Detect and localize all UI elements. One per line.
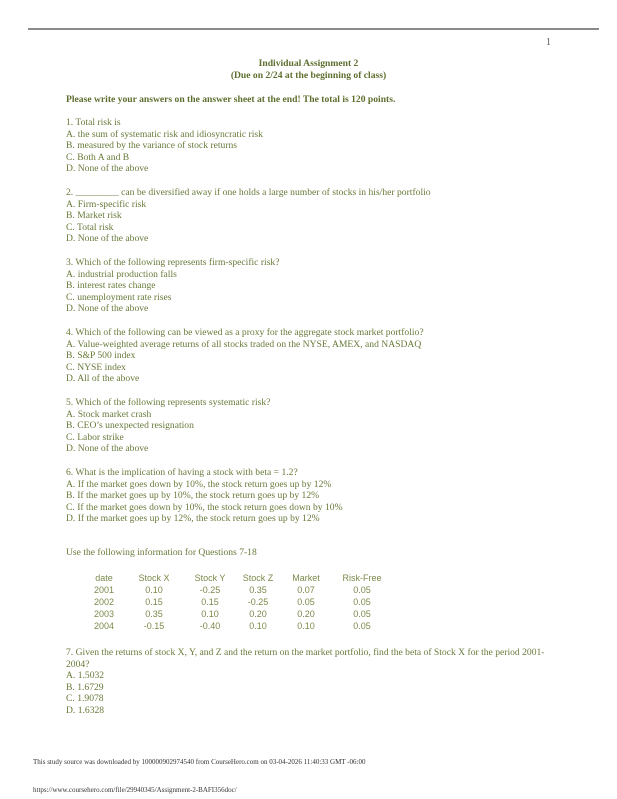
question-prompt: 3. Which of the following represents firm-specific risk?	[66, 257, 280, 268]
option-a: A. 1.5032	[66, 670, 105, 682]
document-subtitle: (Due on 2/24 at the beginning of class)	[230, 70, 387, 81]
option-c: C. Total risk	[66, 221, 114, 233]
option-a: A. If the market goes down by 10%, the stock return goes up by 12%	[66, 478, 332, 490]
column-header: Stock Z	[242, 573, 274, 583]
question-prompt: 6. What is the implication of having a stock with beta = 1.2?	[66, 467, 298, 478]
option-b: B. interest rates change	[66, 280, 156, 292]
question-prompt: 4. Which of the following can be viewed as a proxy for the aggregate stock market portfolio?	[66, 327, 424, 338]
option-b: B. measured by the variance of stock returns	[66, 140, 238, 152]
column-header: Risk-Free	[342, 573, 382, 583]
download-notice: This study source was downloaded by 100000902974540 from CourseHero.com on 03-04-2026 11:40:33 GMT -06:00	[33, 758, 366, 766]
option-c: C. If the market goes down by 10%, the stock return goes down by 10%	[66, 501, 343, 513]
column-header: Stock Y	[194, 573, 226, 583]
option-d: D. If the market goes up by 12%, the stock return goes up by 12%	[66, 513, 320, 525]
table-cell: 0.10	[201, 609, 219, 619]
instructions: Please write your answers on the answer sheet at the end! The total is 120 points.	[66, 94, 396, 105]
table-cell: 0.05	[353, 597, 371, 607]
question-prompt: 1. Total risk is	[66, 117, 121, 128]
table-cell: 0.20	[249, 609, 267, 619]
table-cell: -0.40	[199, 621, 221, 631]
table-cell: 0.10	[297, 621, 315, 631]
question-2	[66, 187, 431, 245]
option-c: C. NYSE index	[66, 361, 126, 373]
info-note: Use the following information for Questions 7-18	[66, 547, 257, 558]
option-a: A. Firm-specific risk	[66, 198, 147, 210]
option-d: D. All of the above	[66, 373, 140, 385]
option-a: A. Value-weighted average returns of all stocks traded on the NYSE, AMEX, and NASDAQ	[66, 338, 422, 350]
question-3	[66, 257, 279, 315]
option-d: D. 1.6328	[66, 704, 105, 716]
table-header-row	[86, 572, 394, 584]
question-prompt: 7. Given the returns of stock X, Y, and Z and the return on the market portfolio, find the beta of Stock X for the period 2001-2004?	[66, 647, 545, 670]
option-b: B. If the market goes up by 10%, the stock return goes up by 12%	[66, 490, 320, 502]
option-c: C. unemployment rate rises	[66, 291, 172, 303]
table-cell: -0.25	[247, 597, 269, 607]
option-a: A. Stock market crash	[66, 408, 152, 420]
table-cell: 0.15	[201, 597, 219, 607]
option-c: C. Both A and B	[66, 151, 130, 163]
table-cell: 2002	[93, 597, 115, 607]
document-title: Individual Assignment 2	[258, 58, 359, 69]
table-cell: 0.20	[297, 609, 315, 619]
option-b: B. 1.6729	[66, 681, 104, 693]
table-cell: 2001	[93, 585, 115, 595]
question-7	[66, 647, 556, 717]
question-prompt: 2. _________ can be diversified away if one holds a large number of stocks in his/her portfolio	[66, 187, 431, 198]
option-d: D. None of the above	[66, 163, 149, 175]
question-prompt: 5. Which of the following represents systematic risk?	[66, 397, 271, 408]
option-d: D. None of the above	[66, 233, 149, 245]
table-cell: -0.25	[199, 585, 221, 595]
table-cell: 0.10	[249, 621, 267, 631]
question-5	[66, 397, 270, 455]
table-cell: 0.05	[297, 597, 315, 607]
column-header: Stock X	[138, 573, 170, 583]
page-number: 1	[546, 37, 551, 48]
option-d: D. None of the above	[66, 303, 149, 315]
option-b: B. S&P 500 index	[66, 350, 136, 362]
question-4	[66, 327, 424, 385]
option-d: D. None of the above	[66, 443, 149, 455]
source-url-link[interactable]: https://www.coursehero.com/file/29940345/Assignment-2-BAFI356doc/	[33, 786, 237, 794]
option-b: B. Market risk	[66, 210, 122, 222]
option-a: A. the sum of systematic risk and idiosyncratic risk	[66, 128, 263, 140]
table-row	[86, 584, 394, 596]
table-cell: 0.35	[145, 609, 163, 619]
table-cell: 0.15	[145, 597, 163, 607]
column-header: Market	[292, 573, 320, 583]
table-cell: 0.35	[249, 585, 267, 595]
table-row	[86, 608, 394, 620]
table-cell: 2003	[93, 609, 115, 619]
header-rule	[28, 28, 599, 30]
table-row	[86, 620, 394, 632]
question-6	[66, 467, 343, 525]
column-header: date	[95, 573, 113, 583]
table-cell: 2004	[93, 621, 115, 631]
table-cell: 0.05	[353, 609, 371, 619]
returns-table	[86, 572, 394, 632]
option-c: C. Labor strike	[66, 431, 124, 443]
question-1	[66, 117, 263, 175]
table-cell: -0.15	[143, 621, 165, 631]
table-cell: 0.07	[297, 585, 315, 595]
table-cell: 0.10	[145, 585, 163, 595]
table-row	[86, 596, 394, 608]
option-b: B. CEO’s unexpected resignation	[66, 420, 194, 432]
table-cell: 0.05	[353, 621, 371, 631]
option-a: A. industrial production falls	[66, 268, 177, 280]
option-c: C. 1.9078	[66, 693, 104, 705]
table-cell: 0.05	[353, 585, 371, 595]
